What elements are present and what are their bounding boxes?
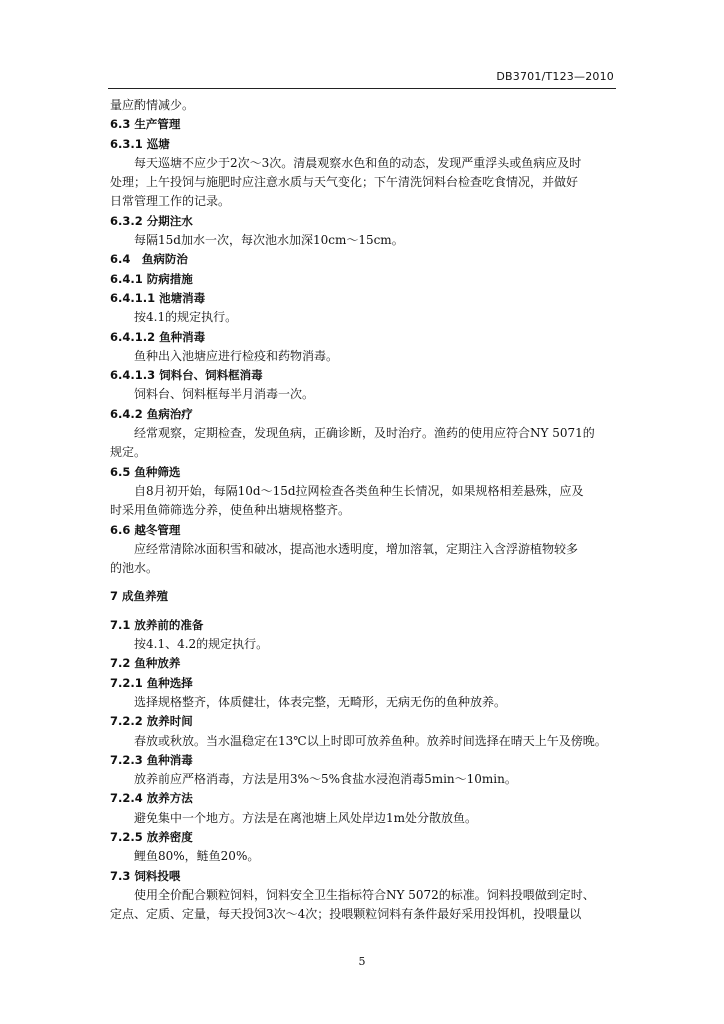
paragraph-line: 定点、定质、定量，每天投饲3次～4次；投喂颗粒饲料有条件最好采用投饵机，投喂量以 [110,907,582,922]
section-heading: 6.3 生产管理 [110,117,181,132]
paragraph-line: 日常管理工作的记录。 [110,194,231,209]
paragraph-line: 选择规格整齐，体质健壮，体表完整，无畸形，无病无伤的鱼种放养。 [134,694,507,709]
paragraph-line: 鲤鱼80%，鲢鱼20%。 [134,849,260,864]
paragraph-line: 自8月初开始，每隔10d～15d拉网检查各类鱼种生长情况，如果规格相差悬殊，应及 [134,483,584,498]
paragraph-line: 春放或秋放。当水温稳定在13℃以上时即可放养鱼种。放养时间选择在晴天上午及傍晚。 [134,733,607,748]
paragraph-line: 鱼种出入池塘应进行检疫和药物消毒。 [134,348,339,363]
section-gap [110,607,616,616]
paragraph-line: 按4.1的规定执行。 [134,310,238,325]
section-heading: 6.5 鱼种筛选 [110,464,181,479]
section-heading: 6.4.1.2 鱼种消毒 [110,329,206,344]
paragraph-line: 避免集中一个地方。方法是在离池塘上风处岸边1m处分散放鱼。 [134,810,478,825]
paragraph-line: 经常观察，定期检查，发现鱼病，正确诊断，及时治疗。渔药的使用应符合NY 5071的 [134,426,595,441]
section-heading: 7.1 放养前的准备 [110,617,204,632]
paragraph-line: 按4.1、4.2的规定执行。 [134,637,269,652]
section-heading: 6.6 越冬管理 [110,522,181,537]
paragraph-line: 使用全价配合颗粒饲料，饲料安全卫生指标符合NY 5072的标准。饲料投喂做到定时、 [134,887,595,902]
paragraph-line: 处理；上午投饲与施肥时应注意水质与天气变化；下午清洗饲料台检查吃食情况，并做好 [110,175,579,190]
paragraph-line: 每天巡塘不应少于2次～3次。清晨观察水色和鱼的动态，发现严重浮头或鱼病应及时 [134,155,582,170]
paragraph-line: 的池水。 [110,561,159,576]
document-code: DB3701/T123—2010 [496,70,614,83]
section-heading: 6.4.1 防病措施 [110,271,193,286]
paragraph-line: 时采用鱼筛筛选分养，使鱼种出塘规格整齐。 [110,503,351,518]
section-heading: 7 成鱼养殖 [110,589,169,604]
paragraph-line: 每隔15d加水一次，每次池水加深10cm～15cm。 [134,233,404,248]
header-rule [108,88,616,89]
section-heading: 6.4.1.3 饲料台、饲料框消毒 [110,368,263,383]
section-heading: 7.2.3 鱼种消毒 [110,752,193,767]
paragraph-line: 量应酌情减少。 [110,98,195,112]
section-heading: 7.2.2 放养时间 [110,714,193,729]
section-heading: 6.3.1 巡塘 [110,136,170,151]
section-heading: 6.4.1.1 池塘消毒 [110,290,206,305]
section-heading: 7.2.4 放养方法 [110,791,193,806]
section-heading: 7.2.5 放养密度 [110,829,193,844]
paragraph-line: 饲料台、饲料框每半月消毒一次。 [134,387,315,402]
section-heading: 7.2 鱼种放养 [110,656,181,671]
paragraph-line: 放养前应严格消毒，方法是用3%～5%食盐水浸泡消毒5min～10min。 [134,772,517,787]
page-number: 5 [358,955,366,968]
paragraph-line: 规定。 [110,445,147,460]
paragraph-line: 应经常清除冰面积雪和破冰，提高池水透明度，增加溶氧，定期注入含浮游植物较多 [134,541,579,556]
section-gap [110,578,616,587]
section-heading: 6.4 鱼病防治 [110,252,188,267]
section-heading: 6.3.2 分期注水 [110,213,193,228]
section-heading: 7.2.1 鱼种选择 [110,675,193,690]
document-body [110,96,616,924]
section-heading: 7.3 饲料投喂 [110,868,181,883]
section-heading: 6.4.2 鱼病治疗 [110,406,193,421]
